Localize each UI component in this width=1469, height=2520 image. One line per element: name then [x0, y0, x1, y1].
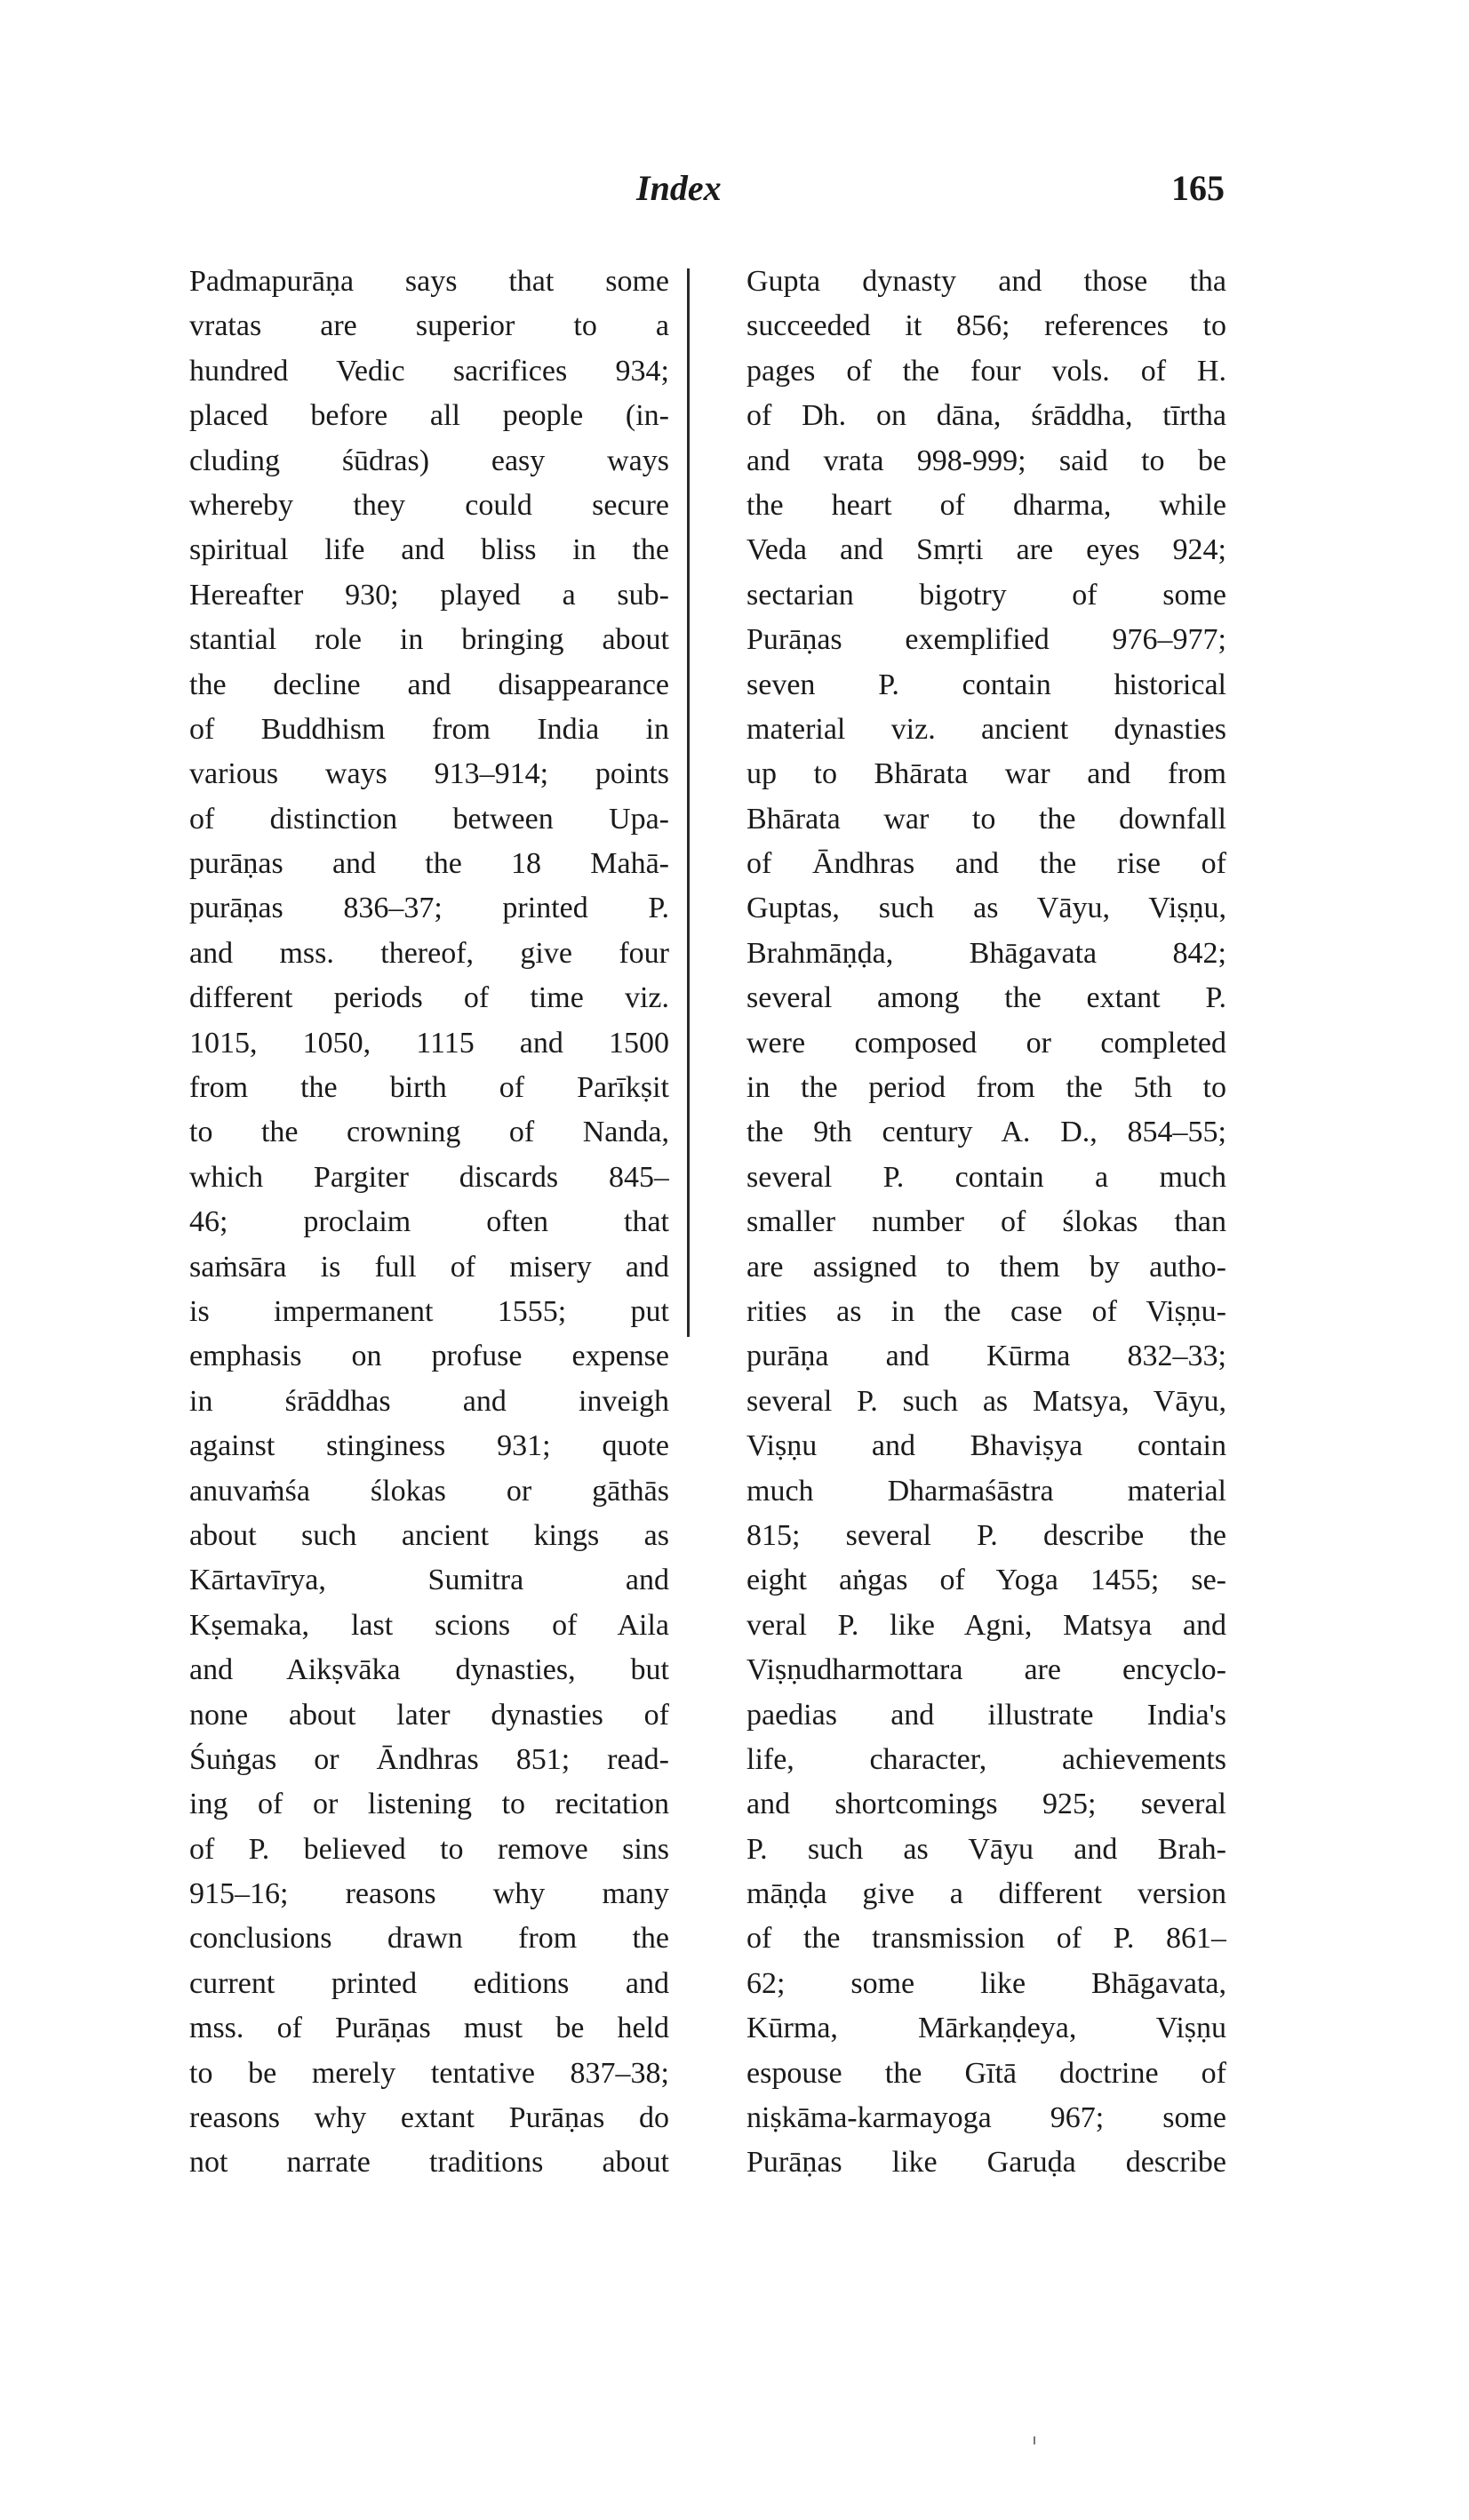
index-line: and shortcomings 925; several [746, 1788, 1226, 1821]
index-line: in śrāddhas and inveigh [189, 1384, 669, 1418]
index-line: 46; proclaim often that [189, 1205, 669, 1239]
index-line: veral P. like Agni, Matsya and [746, 1608, 1226, 1642]
index-line: purāṇas and the 18 Mahā- [189, 847, 669, 881]
index-line: placed before all people (in- [189, 399, 669, 433]
index-line: succeeded it 856; references to [746, 309, 1226, 343]
index-line: to the crowning of Nanda, [189, 1116, 669, 1149]
scan-speck [1034, 2436, 1035, 2444]
page-number: 165 [1171, 168, 1225, 208]
index-line: from the birth of Parīkṣit [189, 1071, 669, 1105]
index-line: and vrata 998-999; said to be [746, 444, 1226, 477]
index-line: of P. believed to remove sins [189, 1832, 669, 1866]
index-line: several P. such as Matsya, Vāyu, [746, 1384, 1226, 1418]
index-line: Hereafter 930; played a sub- [189, 578, 669, 612]
index-column-left [189, 260, 669, 2186]
index-line: current printed editions and [189, 1966, 669, 2000]
index-line: different periods of time viz. [189, 981, 669, 1015]
index-line: several P. contain a much [746, 1160, 1226, 1194]
column-divider [687, 268, 690, 1337]
index-line: of the transmission of P. 861– [746, 1922, 1226, 1956]
index-line: 815; several P. describe the [746, 1518, 1226, 1552]
index-line: anuvaṁśa ślokas or gāthās [189, 1474, 669, 1508]
index-line: is impermanent 1555; put [189, 1294, 669, 1328]
index-line: about such ancient kings as [189, 1518, 669, 1552]
index-line: vratas are superior to a [189, 309, 669, 343]
index-line: niṣkāma-karmayoga 967; some [746, 2101, 1226, 2135]
index-line: the heart of dharma, while [746, 488, 1226, 522]
index-line: conclusions drawn from the [189, 1922, 669, 1956]
index-line: of Āndhras and the rise of [746, 847, 1226, 881]
index-line: Purāṇas like Garuḍa describe [746, 2146, 1226, 2180]
index-line: Kṣemaka, last scions of Aila [189, 1608, 669, 1642]
index-line: against stinginess 931; quote [189, 1429, 669, 1463]
index-line: Veda and Smṛti are eyes 924; [746, 533, 1226, 567]
index-line: the decline and disappearance [189, 668, 669, 701]
index-line: 62; some like Bhāgavata, [746, 1966, 1226, 2000]
index-line: Kūrma, Mārkaṇḍeya, Viṣṇu [746, 2012, 1226, 2045]
index-line: whereby they could secure [189, 488, 669, 522]
index-line: Gupta dynasty and those tha [746, 265, 1226, 298]
index-line: various ways 913–914; points [189, 757, 669, 791]
index-line: material viz. ancient dynasties [746, 712, 1226, 746]
index-line: espouse the Gītā doctrine of [746, 2056, 1226, 2090]
index-line: of distinction between Upa- [189, 802, 669, 836]
running-title: Index [636, 168, 722, 208]
index-line: several among the extant P. [746, 981, 1226, 1015]
index-line: cluding śūdras) easy ways [189, 444, 669, 477]
index-line: of Dh. on dāna, śrāddha, tīrtha [746, 399, 1226, 433]
index-line: Guptas, such as Vāyu, Viṣṇu, [746, 892, 1226, 925]
index-line: 915–16; reasons why many [189, 1877, 669, 1911]
index-line: life, character, achievements [746, 1742, 1226, 1776]
index-line: spiritual life and bliss in the [189, 533, 669, 567]
index-line: of Buddhism from India in [189, 712, 669, 746]
index-line: the 9th century A. D., 854–55; [746, 1116, 1226, 1149]
index-line: pages of the four vols. of H. [746, 354, 1226, 388]
index-line: māṇḍa give a different version [746, 1877, 1226, 1911]
index-line: ing of or listening to recitation [189, 1788, 669, 1821]
index-line: in the period from the 5th to [746, 1071, 1226, 1105]
index-line: purāṇa and Kūrma 832–33; [746, 1340, 1226, 1373]
index-line: smaller number of ślokas than [746, 1205, 1226, 1239]
index-line: are assigned to them by autho- [746, 1250, 1226, 1284]
index-line: Kārtavīrya, Sumitra and [189, 1564, 669, 1597]
index-line: Viṣṇu and Bhaviṣya contain [746, 1429, 1226, 1463]
index-line: to be merely tentative 837–38; [189, 2056, 669, 2090]
index-line: Brahmāṇḍa, Bhāgavata 842; [746, 936, 1226, 970]
index-line: Padmapurāṇa says that some [189, 265, 669, 298]
index-line: were composed or completed [746, 1026, 1226, 1060]
page-header [0, 167, 1469, 220]
index-line: up to Bhārata war and from [746, 757, 1226, 791]
index-line: rities as in the case of Viṣṇu- [746, 1294, 1226, 1328]
index-line: and mss. thereof, give four [189, 936, 669, 970]
index-line: Bhārata war to the downfall [746, 802, 1226, 836]
index-line: 1015, 1050, 1115 and 1500 [189, 1026, 669, 1060]
index-line: saṁsāra is full of misery and [189, 1250, 669, 1284]
index-line: purāṇas 836–37; printed P. [189, 892, 669, 925]
index-line: sectarian bigotry of some [746, 578, 1226, 612]
index-line: Śuṅgas or Āndhras 851; read- [189, 1742, 669, 1776]
index-line: Viṣṇudharmottara are encyclo- [746, 1653, 1226, 1687]
index-line: mss. of Purāṇas must be held [189, 2012, 669, 2045]
index-line: which Pargiter discards 845– [189, 1160, 669, 1194]
index-line: stantial role in bringing about [189, 623, 669, 657]
index-line: paedias and illustrate India's [746, 1698, 1226, 1732]
index-line: reasons why extant Purāṇas do [189, 2101, 669, 2135]
index-column-right [746, 260, 1226, 2186]
index-line: seven P. contain historical [746, 668, 1226, 701]
index-line: emphasis on profuse expense [189, 1340, 669, 1373]
index-line: not narrate traditions about [189, 2146, 669, 2180]
index-line: Purāṇas exemplified 976–977; [746, 623, 1226, 657]
index-line: eight aṅgas of Yoga 1455; se- [746, 1564, 1226, 1597]
index-line: P. such as Vāyu and Brah- [746, 1832, 1226, 1866]
index-line: much Dharmaśāstra material [746, 1474, 1226, 1508]
index-line: hundred Vedic sacrifices 934; [189, 354, 669, 388]
index-line: none about later dynasties of [189, 1698, 669, 1732]
index-line: and Aikṣvāka dynasties, but [189, 1653, 669, 1687]
